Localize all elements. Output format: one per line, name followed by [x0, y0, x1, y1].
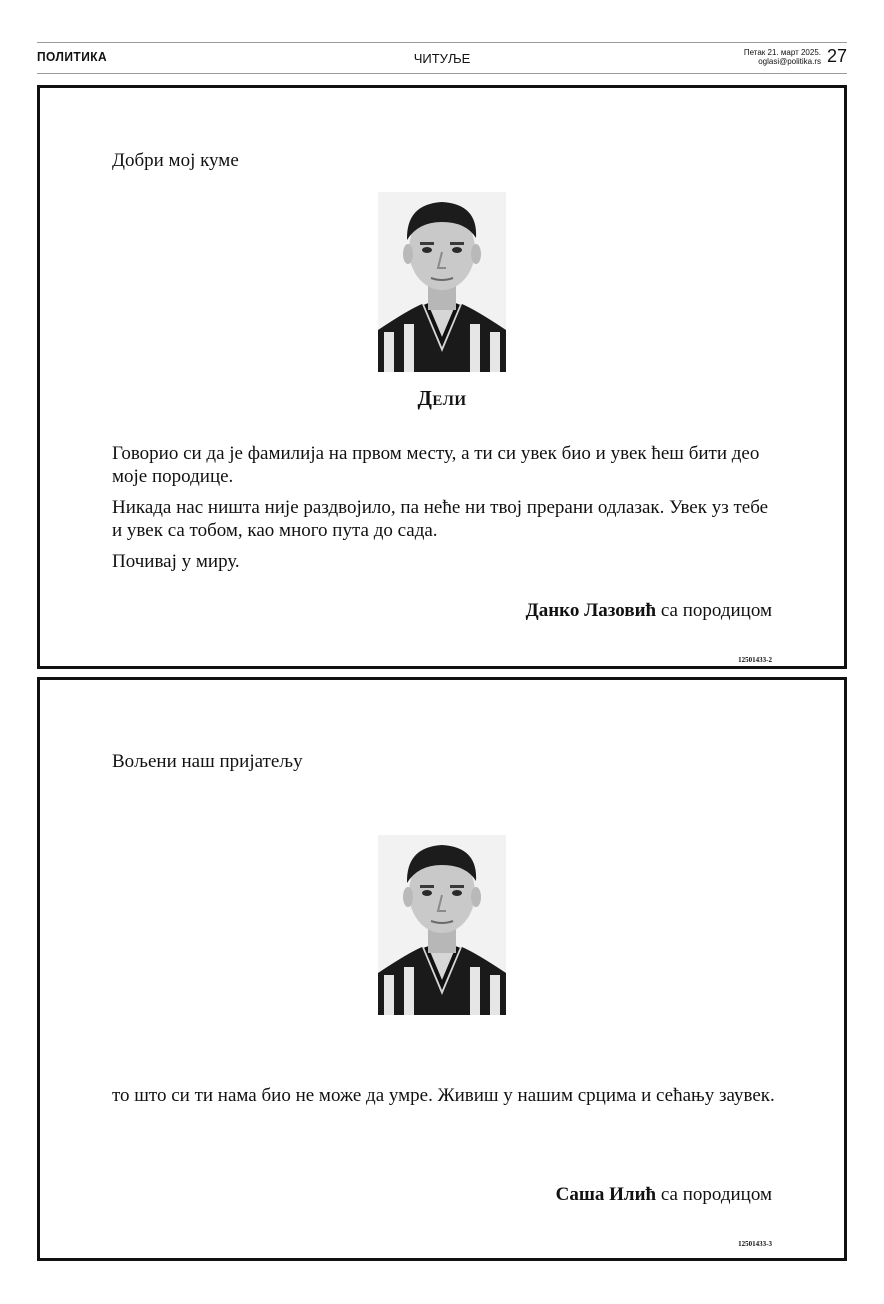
portrait-photo — [378, 835, 506, 1015]
portrait-photo — [378, 192, 506, 372]
portrait-image — [378, 835, 506, 1015]
notice-paragraph: Говорио си да је фамилија на првом месту, а ти си увек био и увек ћеш бити део моје породице. — [112, 443, 760, 487]
date-block — [744, 48, 821, 66]
notice-paragraph: Никада нас ништа није раздвојило, па неће ни твој прерани одлазак. Увек уз тебе и увек са тобом, као много пута до сада. — [112, 497, 769, 541]
signer-name: Саша Илић — [555, 1184, 657, 1205]
signer-suffix: са породицом — [656, 1184, 772, 1205]
signer-name: Данко Лазовић — [525, 600, 657, 621]
ad-code: 12501433-3 — [738, 1240, 772, 1248]
portrait-image — [378, 192, 506, 372]
notice-greeting: Добри мој куме — [112, 150, 239, 171]
section-title: ЧИТУЉЕ — [413, 51, 471, 66]
notice-signature — [556, 1184, 772, 1206]
issue-date: Петак 21. март 2025. — [743, 48, 821, 57]
contact-email[interactable]: oglasi@politika.rs — [758, 57, 821, 66]
deceased-nickname: Дели — [417, 386, 467, 410]
ad-code: 12501433-2 — [738, 656, 772, 664]
notice-paragraph: Почивај у миру. — [112, 551, 240, 572]
obituary-notice-2 — [37, 677, 847, 1261]
notice-paragraph: то што си ти нама био не може да умре. Живиш у нашим срцима и сећању заувек. — [112, 1085, 775, 1106]
obituary-notice-1 — [37, 85, 847, 669]
page-number: 27 — [826, 46, 847, 66]
notice-signature — [526, 600, 772, 622]
signer-suffix: са породицом — [656, 600, 772, 621]
masthead-logo: ПОЛИТИКА — [37, 49, 108, 64]
notice-greeting: Вољени наш пријатељу — [112, 751, 303, 772]
page-header — [37, 42, 847, 74]
